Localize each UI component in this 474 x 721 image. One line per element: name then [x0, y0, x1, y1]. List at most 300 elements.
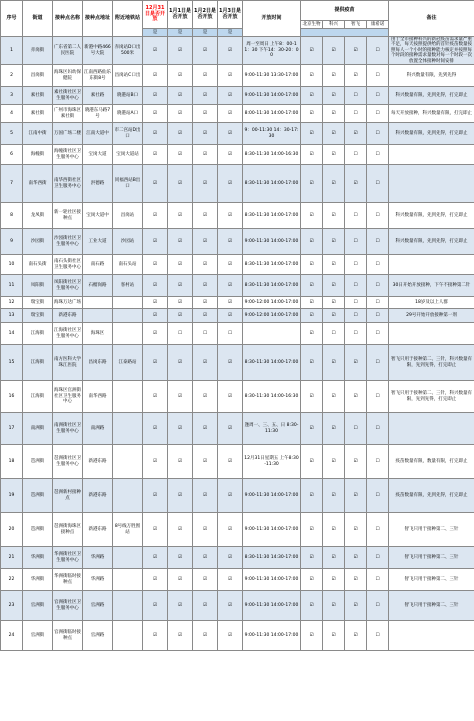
row-seq: 15 [1, 345, 23, 381]
row-site-address: 官洲路 [83, 591, 113, 621]
header-site-address: 接种点地址 [83, 1, 113, 37]
row-vaccine-beijing: ☑ [301, 165, 323, 203]
row-vaccine-kangxinuo: ☐ [367, 203, 389, 229]
row-site-address: 新港中路466号大院 [83, 37, 113, 65]
row-open-dec31: ☑ [143, 297, 168, 309]
row-seq: 7 [1, 165, 23, 203]
row-street: 南洲街 [23, 413, 53, 445]
table-row [1, 275, 474, 297]
row-hours: 8:30-11:30 14:00-17:00 [243, 255, 301, 275]
row-site-address: 宝岗大道中 [83, 203, 113, 229]
header-jan3-yes: 是 [218, 29, 243, 37]
row-open-jan3: ☑ [218, 621, 243, 651]
row-vaccine-beijing: ☑ [301, 413, 323, 445]
row-open-jan3: ☑ [218, 445, 243, 479]
row-site-name: 凤阳街社区卫生服务中心 [53, 275, 83, 297]
row-vaccine-kexing: ☑ [323, 445, 345, 479]
row-open-jan1: ☑ [168, 413, 193, 445]
row-street: 瑞宝街 [23, 297, 53, 309]
row-open-jan2: ☑ [193, 229, 218, 255]
row-note: 科兴数量有限，先到先得，打完即止 [389, 123, 474, 145]
row-metro [113, 297, 143, 309]
row-open-jan3: ☑ [218, 87, 243, 105]
table-row [1, 591, 474, 621]
row-site-address: 洪德路 [83, 165, 113, 203]
row-open-dec31: ☑ [143, 323, 168, 345]
row-hours: 8:30-11:30 14:00-17:00 [243, 165, 301, 203]
row-seq: 17 [1, 413, 23, 445]
row-street: 南华西街 [23, 165, 53, 203]
row-vaccine-zhifei: ☑ [345, 569, 367, 591]
row-site-address: 新港东路 [83, 445, 113, 479]
row-site-name: 南石头街社区卫生服务中心 [53, 255, 83, 275]
row-note: 疫苗数量有限，先到先得，打完即止 [389, 479, 474, 513]
row-open-jan3: ☑ [218, 381, 243, 413]
row-vaccine-kangxinuo: ☐ [367, 105, 389, 123]
row-open-dec31: ☑ [143, 513, 168, 547]
row-site-name: 广州市海珠区素社街 [53, 105, 83, 123]
header-street: 街道 [23, 1, 53, 37]
row-site-address: 晓港东马路7号 [83, 105, 113, 123]
row-vaccine-beijing: ☑ [301, 123, 323, 145]
row-note: 科兴数量有限，先到先得，打完即止 [389, 87, 474, 105]
row-open-jan2: ☑ [193, 513, 218, 547]
row-vaccine-zhifei: ☑ [345, 37, 367, 65]
row-vaccine-kexing: ☑ [323, 309, 345, 323]
row-street: 琶洲街 [23, 513, 53, 547]
row-seq: 21 [1, 547, 23, 569]
header-dec31: 12月31日是否开放 [143, 1, 168, 29]
row-vaccine-zhifei: ☑ [345, 513, 367, 547]
row-site-address: 华洲路 [83, 547, 113, 569]
row-vaccine-kexing: ☐ [323, 323, 345, 345]
row-metro: 赤岗站D口出500米 [113, 37, 143, 65]
row-hours: 9:00-11:30 14:00-17:00 [243, 591, 301, 621]
row-open-jan1: ☑ [168, 547, 193, 569]
row-note: 29号开始开放接种第一剂 [389, 309, 474, 323]
row-vaccine-kexing: ☑ [323, 203, 345, 229]
row-vaccine-kangxinuo: ☐ [367, 621, 389, 651]
row-open-dec31: ☑ [143, 203, 168, 229]
row-site-name: 南华西街社区卫生服务中心 [53, 165, 83, 203]
row-seq: 12 [1, 297, 23, 309]
row-open-dec31: ☑ [143, 123, 168, 145]
row-vaccine-beijing: ☑ [301, 37, 323, 65]
row-open-jan1: ☑ [168, 309, 193, 323]
row-open-jan1: ☐ [168, 323, 193, 345]
table-row [1, 513, 474, 547]
row-open-jan2: ☑ [193, 275, 218, 297]
row-open-jan2: ☑ [193, 297, 218, 309]
row-open-dec31: ☑ [143, 105, 168, 123]
header-jan1: 1月1日是否开放 [168, 1, 193, 29]
row-vaccine-zhifei: ☑ [345, 65, 367, 87]
row-note: 科兴数量有限，先到先得，打完即止 [389, 203, 474, 229]
row-site-address: 石榴岗路 [83, 275, 113, 297]
row-site-address: 新港东路 [83, 479, 113, 513]
row-open-jan2: ☑ [193, 255, 218, 275]
row-metro: 宝岗大道站 [113, 145, 143, 165]
row-open-dec31: ☑ [143, 87, 168, 105]
row-note: 智飞只用于接种第二、三针 [389, 569, 474, 591]
row-seq: 3 [1, 87, 23, 105]
row-open-jan3: ☑ [218, 145, 243, 165]
row-open-jan2: ☑ [193, 87, 218, 105]
row-open-jan3: ☑ [218, 513, 243, 547]
header-vaccine-spacer [301, 29, 389, 37]
row-open-jan3: ☑ [218, 309, 243, 323]
row-open-jan1: ☑ [168, 345, 193, 381]
row-seq: 11 [1, 275, 23, 297]
row-vaccine-kexing: ☑ [323, 413, 345, 445]
row-open-jan1: ☑ [168, 229, 193, 255]
row-open-jan2: ☑ [193, 123, 218, 145]
header-jan3: 1月3日是否开放 [218, 1, 243, 29]
row-vaccine-kangxinuo: ☐ [367, 255, 389, 275]
row-metro [113, 309, 143, 323]
row-seq: 14 [1, 323, 23, 345]
row-street: 江海街 [23, 345, 53, 381]
row-vaccine-kangxinuo: ☐ [367, 479, 389, 513]
row-vaccine-kangxinuo: ☐ [367, 123, 389, 145]
row-note [389, 145, 474, 165]
row-open-jan1: ☑ [168, 445, 193, 479]
row-site-name: 沙园街社区卫生服务中心 [53, 229, 83, 255]
row-vaccine-kexing: ☑ [323, 621, 345, 651]
row-street: 江海街 [23, 323, 53, 345]
row-vaccine-beijing: ☑ [301, 87, 323, 105]
row-open-jan3: ☑ [218, 569, 243, 591]
row-vaccine-zhifei: ☐ [345, 255, 367, 275]
header-jan2-yes: 是 [193, 29, 218, 37]
row-site-name: 琶洲街社区卫生服务中心 [53, 445, 83, 479]
row-vaccine-zhifei: ☐ [345, 105, 367, 123]
row-vaccine-beijing: ☑ [301, 547, 323, 569]
row-note: 每天开放接种，科兴数量有限，打完即止 [389, 105, 474, 123]
row-vaccine-kangxinuo: ☐ [367, 413, 389, 445]
row-open-dec31: ☑ [143, 445, 168, 479]
row-open-dec31: ☑ [143, 569, 168, 591]
row-open-jan1: ☑ [168, 145, 193, 165]
row-metro: 江泰路站 [113, 345, 143, 381]
row-vaccine-kangxinuo: ☐ [367, 547, 389, 569]
row-open-jan1: ☑ [168, 297, 193, 309]
row-note [389, 255, 474, 275]
row-metro [113, 547, 143, 569]
row-street: 素社街 [23, 87, 53, 105]
row-open-jan1: ☑ [168, 591, 193, 621]
header-notes: 备注 [389, 1, 474, 37]
row-hours: 9:00-11:30 14:00-17:00 [243, 621, 301, 651]
row-vaccine-beijing: ☑ [301, 569, 323, 591]
table-row [1, 309, 474, 323]
row-vaccine-beijing: ☑ [301, 297, 323, 309]
header-hours: 开放时间 [243, 1, 301, 37]
header-site-name: 接种点名称 [53, 1, 83, 37]
row-vaccine-kexing: ☑ [323, 381, 345, 413]
row-open-jan2: ☑ [193, 591, 218, 621]
row-open-jan3: ☑ [218, 255, 243, 275]
row-note: 智飞只用于接种第二、三针 [389, 513, 474, 547]
row-site-address [83, 309, 113, 323]
row-vaccine-kexing: ☑ [323, 145, 345, 165]
row-note [389, 413, 474, 445]
row-open-jan1: ☑ [168, 165, 193, 203]
table-row [1, 381, 474, 413]
row-vaccine-zhifei: ☐ [345, 87, 367, 105]
row-vaccine-beijing: ☑ [301, 345, 323, 381]
row-seq: 6 [1, 145, 23, 165]
row-vaccine-beijing: ☑ [301, 479, 323, 513]
row-open-dec31: ☑ [143, 255, 168, 275]
row-site-name: 江海街社区卫生服务中心 [53, 323, 83, 345]
row-site-name: 南洲街社区卫生服务中心 [53, 413, 83, 445]
row-vaccine-zhifei: ☐ [345, 229, 367, 255]
header-vaccines: 提供疫苗 [301, 1, 389, 21]
table-row [1, 479, 474, 513]
row-street: 琶洲街 [23, 479, 53, 513]
table-row [1, 445, 474, 479]
table-body [1, 37, 474, 651]
row-note: 智飞只用于接种第二、三针，科兴数量有限，先到先得，打完即止 [389, 345, 474, 381]
row-site-name: 万国广场二楼 [53, 123, 83, 145]
header-vaccine-kexing: 科兴 [323, 21, 345, 29]
row-vaccine-kexing: ☑ [323, 255, 345, 275]
row-vaccine-kangxinuo: ☐ [367, 323, 389, 345]
row-site-name: 新港东路 [53, 309, 83, 323]
row-open-jan3: ☑ [218, 203, 243, 229]
row-open-dec31: ☑ [143, 381, 168, 413]
row-open-jan1: ☑ [168, 513, 193, 547]
row-hours: 8:30-11:30 14:30-17:00 [243, 547, 301, 569]
table-row [1, 65, 474, 87]
row-site-address: 工业大道 [83, 229, 113, 255]
row-site-address: 南华西路 [83, 381, 113, 413]
row-vaccine-kangxinuo: ☐ [367, 37, 389, 65]
row-vaccine-beijing: ☑ [301, 65, 323, 87]
row-site-address: 宝岗大道 [83, 145, 113, 165]
row-seq: 23 [1, 591, 23, 621]
row-open-jan2: ☑ [193, 165, 218, 203]
row-site-address: 江南西路仙乐东街8号 [83, 65, 113, 87]
row-open-dec31: ☑ [143, 65, 168, 87]
row-note: 科兴数量有限，先到先得，打完即止 [389, 229, 474, 255]
row-street: 赤岗街 [23, 37, 53, 65]
row-open-jan3: ☑ [218, 591, 243, 621]
row-site-name: 官洲街社区卫生服务中心 [53, 591, 83, 621]
row-seq: 24 [1, 621, 23, 651]
row-metro: 晓港站B口 [113, 87, 143, 105]
row-seq: 20 [1, 513, 23, 547]
row-vaccine-beijing: ☑ [301, 229, 323, 255]
row-open-dec31: ☑ [143, 309, 168, 323]
row-vaccine-kangxinuo: ☐ [367, 513, 389, 547]
row-metro: 客村站 [113, 275, 143, 297]
row-vaccine-kangxinuo: ☐ [367, 165, 389, 203]
row-site-name: 海幢街社区卫生服务中心 [53, 145, 83, 165]
row-open-jan2: ☑ [193, 105, 218, 123]
row-hours: 8:30-11:30 14:00-17:00 [243, 275, 301, 297]
row-site-address: 官洲路 [83, 621, 113, 651]
row-vaccine-kangxinuo: ☐ [367, 569, 389, 591]
row-vaccine-beijing: ☑ [301, 381, 323, 413]
row-vaccine-kexing: ☑ [323, 479, 345, 513]
row-open-jan2: ☑ [193, 381, 218, 413]
row-note: 18岁及以上人群 [389, 297, 474, 309]
row-metro: 沙园站 [113, 229, 143, 255]
row-vaccine-kexing: ☑ [323, 105, 345, 123]
row-vaccine-zhifei: ☐ [345, 413, 367, 445]
row-hours: 9:00-11:30 14:00-17:00 [243, 87, 301, 105]
row-hours: 8:00-11:30 14:00-17:00 [243, 105, 301, 123]
table-row [1, 203, 474, 229]
row-metro [113, 381, 143, 413]
row-note [389, 165, 474, 203]
row-street: 琶洲街 [23, 445, 53, 479]
row-site-address: 素社路 [83, 87, 113, 105]
row-open-dec31: ☑ [143, 275, 168, 297]
row-vaccine-kangxinuo: ☐ [367, 591, 389, 621]
row-seq: 10 [1, 255, 23, 275]
row-open-jan3: ☑ [218, 345, 243, 381]
row-vaccine-beijing: ☑ [301, 323, 323, 345]
row-vaccine-zhifei: ☑ [345, 591, 367, 621]
row-open-jan3: ☑ [218, 297, 243, 309]
table-row [1, 297, 474, 309]
row-vaccine-beijing: ☑ [301, 513, 323, 547]
row-open-jan3: ☑ [218, 65, 243, 87]
row-metro [113, 413, 143, 445]
row-hours: 9:00-11:30 14:00-17:00 [243, 569, 301, 591]
row-open-jan2: ☑ [193, 345, 218, 381]
row-open-jan2: ☑ [193, 203, 218, 229]
row-vaccine-kexing: ☑ [323, 569, 345, 591]
header-vaccine-zhifei: 智飞 [345, 21, 367, 29]
row-hours: 逢周一、三、五、日 8:30-11:30 [243, 413, 301, 445]
row-note: 30日开始开放接种，下午不接种第二针 [389, 275, 474, 297]
row-open-jan3: ☑ [218, 275, 243, 297]
row-vaccine-zhifei: ☑ [345, 123, 367, 145]
row-open-jan2: ☑ [193, 547, 218, 569]
row-vaccine-kangxinuo: ☐ [367, 297, 389, 309]
row-hours: 8:30-11:30 14:00-16:30 [243, 381, 301, 413]
row-vaccine-kexing: ☑ [323, 37, 345, 65]
table-row [1, 323, 474, 345]
row-site-name: 华洲街临时接种点 [53, 569, 83, 591]
row-metro [113, 569, 143, 591]
row-open-dec31: ☑ [143, 37, 168, 65]
row-site-address: 南石路 [83, 255, 113, 275]
table-row [1, 229, 474, 255]
row-hours: 8:30-11:30 14:00-16:30 [243, 145, 301, 165]
table-row [1, 145, 474, 165]
row-hours [243, 323, 301, 345]
row-vaccine-beijing: ☑ [301, 145, 323, 165]
row-street: 华洲街 [23, 569, 53, 591]
row-street: 江海街 [23, 381, 53, 413]
row-metro [113, 591, 143, 621]
row-vaccine-beijing: ☑ [301, 591, 323, 621]
row-seq: 1 [1, 37, 23, 65]
row-open-dec31: ☑ [143, 479, 168, 513]
row-note [389, 621, 474, 651]
row-open-jan3: ☑ [218, 229, 243, 255]
table-row [1, 569, 474, 591]
row-open-jan1: ☑ [168, 87, 193, 105]
row-seq: 22 [1, 569, 23, 591]
row-street: 素社街 [23, 105, 53, 123]
header-seq: 序号 [1, 1, 23, 37]
row-vaccine-zhifei: ☑ [345, 345, 367, 381]
row-note: 智飞只用于接种第二、三针 [389, 591, 474, 621]
header-dec31-yes: 是 [143, 29, 168, 37]
row-vaccine-zhifei: ☑ [345, 445, 367, 479]
row-metro: 市二宫站D出口 [113, 123, 143, 145]
row-open-dec31: ☑ [143, 165, 168, 203]
row-site-name: 广东省第二人民医院 [53, 37, 83, 65]
row-open-jan1: ☑ [168, 105, 193, 123]
row-open-jan3: ☑ [218, 123, 243, 145]
row-seq: 16 [1, 381, 23, 413]
row-vaccine-kexing: ☑ [323, 275, 345, 297]
table-row [1, 621, 474, 651]
table-row [1, 123, 474, 145]
row-metro: 同福西站B出口 [113, 165, 143, 203]
row-vaccine-zhifei: ☑ [345, 381, 367, 413]
row-open-jan1: ☑ [168, 621, 193, 651]
row-vaccine-kexing: ☑ [323, 65, 345, 87]
header-vaccine-kangxinuo: 康希诺 [367, 21, 389, 29]
row-site-address: 南洲路 [83, 413, 113, 445]
row-hours: 9:00-12:00 14:00-17:00 [243, 297, 301, 309]
row-metro: 昌岗站C口出 [113, 65, 143, 87]
row-street: 官洲街 [23, 591, 53, 621]
row-open-dec31: ☑ [143, 591, 168, 621]
row-vaccine-beijing: ☑ [301, 621, 323, 651]
row-note: 由于全市接种科兴的新冠疫苗需求量严重不足，每天按照提供给的首针疫苗数量按照每人一个小时的接种能力核定并按照每个时段的接种需求量数对每一个时段一次放置全体接种时间安排 [389, 37, 474, 65]
row-site-address: 昌岗东路 [83, 345, 113, 381]
row-open-jan2: ☑ [193, 309, 218, 323]
row-metro: 南石头站 [113, 255, 143, 275]
table-row [1, 345, 474, 381]
header-jan1-yes: 是 [168, 29, 193, 37]
row-site-address: 华洲路 [83, 569, 113, 591]
row-vaccine-beijing: ☑ [301, 309, 323, 323]
row-vaccine-zhifei: ☐ [345, 145, 367, 165]
row-vaccine-kangxinuo: ☐ [367, 445, 389, 479]
row-open-dec31: ☑ [143, 229, 168, 255]
row-street: 海幢街 [23, 145, 53, 165]
header-jan2: 1月2日是否开放 [193, 1, 218, 29]
row-vaccine-kangxinuo: ☐ [367, 145, 389, 165]
row-hours: 9:00-12:00 14:00-17:00 [243, 309, 301, 323]
row-note: 疫苗数量有限，数量有限，打完即止 [389, 445, 474, 479]
table-row [1, 105, 474, 123]
row-street: 昌岗街 [23, 65, 53, 87]
row-street: 华洲街 [23, 547, 53, 569]
row-hours: 8:30-11:30 14:00-17:00 [243, 203, 301, 229]
row-open-jan3: ☑ [218, 413, 243, 445]
row-street: 瑞宝街 [23, 309, 53, 323]
row-site-name: 海珠万达广场 [53, 297, 83, 309]
row-open-dec31: ☑ [143, 621, 168, 651]
row-vaccine-kangxinuo: ☐ [367, 229, 389, 255]
row-open-jan2: ☑ [193, 413, 218, 445]
row-vaccine-kangxinuo: ☐ [367, 65, 389, 87]
row-site-name: 华洲街社区卫生服务中心 [53, 547, 83, 569]
row-hours: 12月31日星期五 上午8:30-11:30 [243, 445, 301, 479]
row-hours: 8:30-11:30 14:00-17:00 [243, 345, 301, 381]
